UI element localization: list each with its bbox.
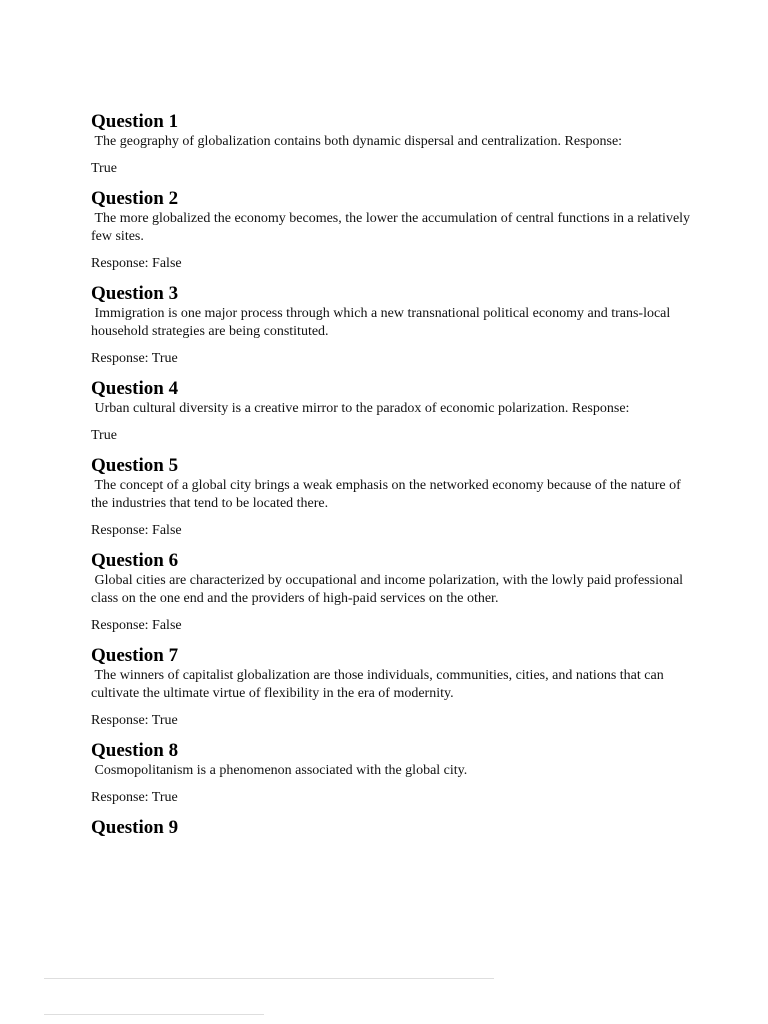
question-response: True: [91, 161, 117, 176]
question-4: [91, 378, 691, 445]
question-text: Urban cultural diversity is a creative mirror to the paradox of economic polarization. Response:: [91, 401, 630, 416]
question-9: [91, 817, 691, 839]
question-title: Question 9: [91, 817, 179, 838]
question-text: The more globalized the economy becomes, the lower the accumulation of central functions in a relatively few sites.: [91, 211, 694, 244]
question-8: [91, 740, 691, 807]
question-response: True: [91, 428, 117, 443]
question-2: [91, 188, 694, 273]
question-title: Question 6: [91, 550, 179, 571]
question-6: [91, 550, 691, 635]
footer-faded-line-1: [44, 978, 494, 979]
question-text: Global cities are characterized by occupational and income polarization, with the lowly paid professional class on the one end and the providers of high-paid services on the other.: [91, 573, 687, 606]
question-3: [91, 283, 691, 368]
question-text: Cosmopolitanism is a phenomenon associated with the global city.: [91, 763, 468, 778]
question-7: [91, 645, 691, 730]
document-page: [91, 111, 694, 839]
question-title: Question 7: [91, 645, 179, 666]
question-5: [91, 455, 691, 540]
question-text: The concept of a global city brings a weak emphasis on the networked economy because of the nature of the industries that tend to be located there.: [91, 478, 685, 511]
question-text: The geography of globalization contains both dynamic dispersal and centralization. Response:: [91, 134, 623, 149]
question-title: Question 2: [91, 188, 179, 209]
question-response: Response: False: [91, 523, 182, 538]
question-1: [91, 111, 691, 178]
question-title: Question 5: [91, 455, 179, 476]
question-response: Response: True: [91, 790, 178, 805]
question-text: Immigration is one major process through which a new transnational political economy and trans-local household strategies are being constituted.: [91, 306, 674, 339]
question-title: Question 3: [91, 283, 179, 304]
question-text: The winners of capitalist globalization are those individuals, communities, cities, and nations that can cultivate the ultimate virtue of flexibility in the era of modernity.: [91, 668, 668, 701]
question-response: Response: True: [91, 351, 178, 366]
question-title: Question 1: [91, 111, 179, 132]
footer-faded-line-2: [44, 1014, 264, 1015]
question-title: Question 8: [91, 740, 179, 761]
question-response: Response: False: [91, 618, 182, 633]
question-response: Response: True: [91, 713, 178, 728]
question-response: Response: False: [91, 256, 182, 271]
question-title: Question 4: [91, 378, 179, 399]
